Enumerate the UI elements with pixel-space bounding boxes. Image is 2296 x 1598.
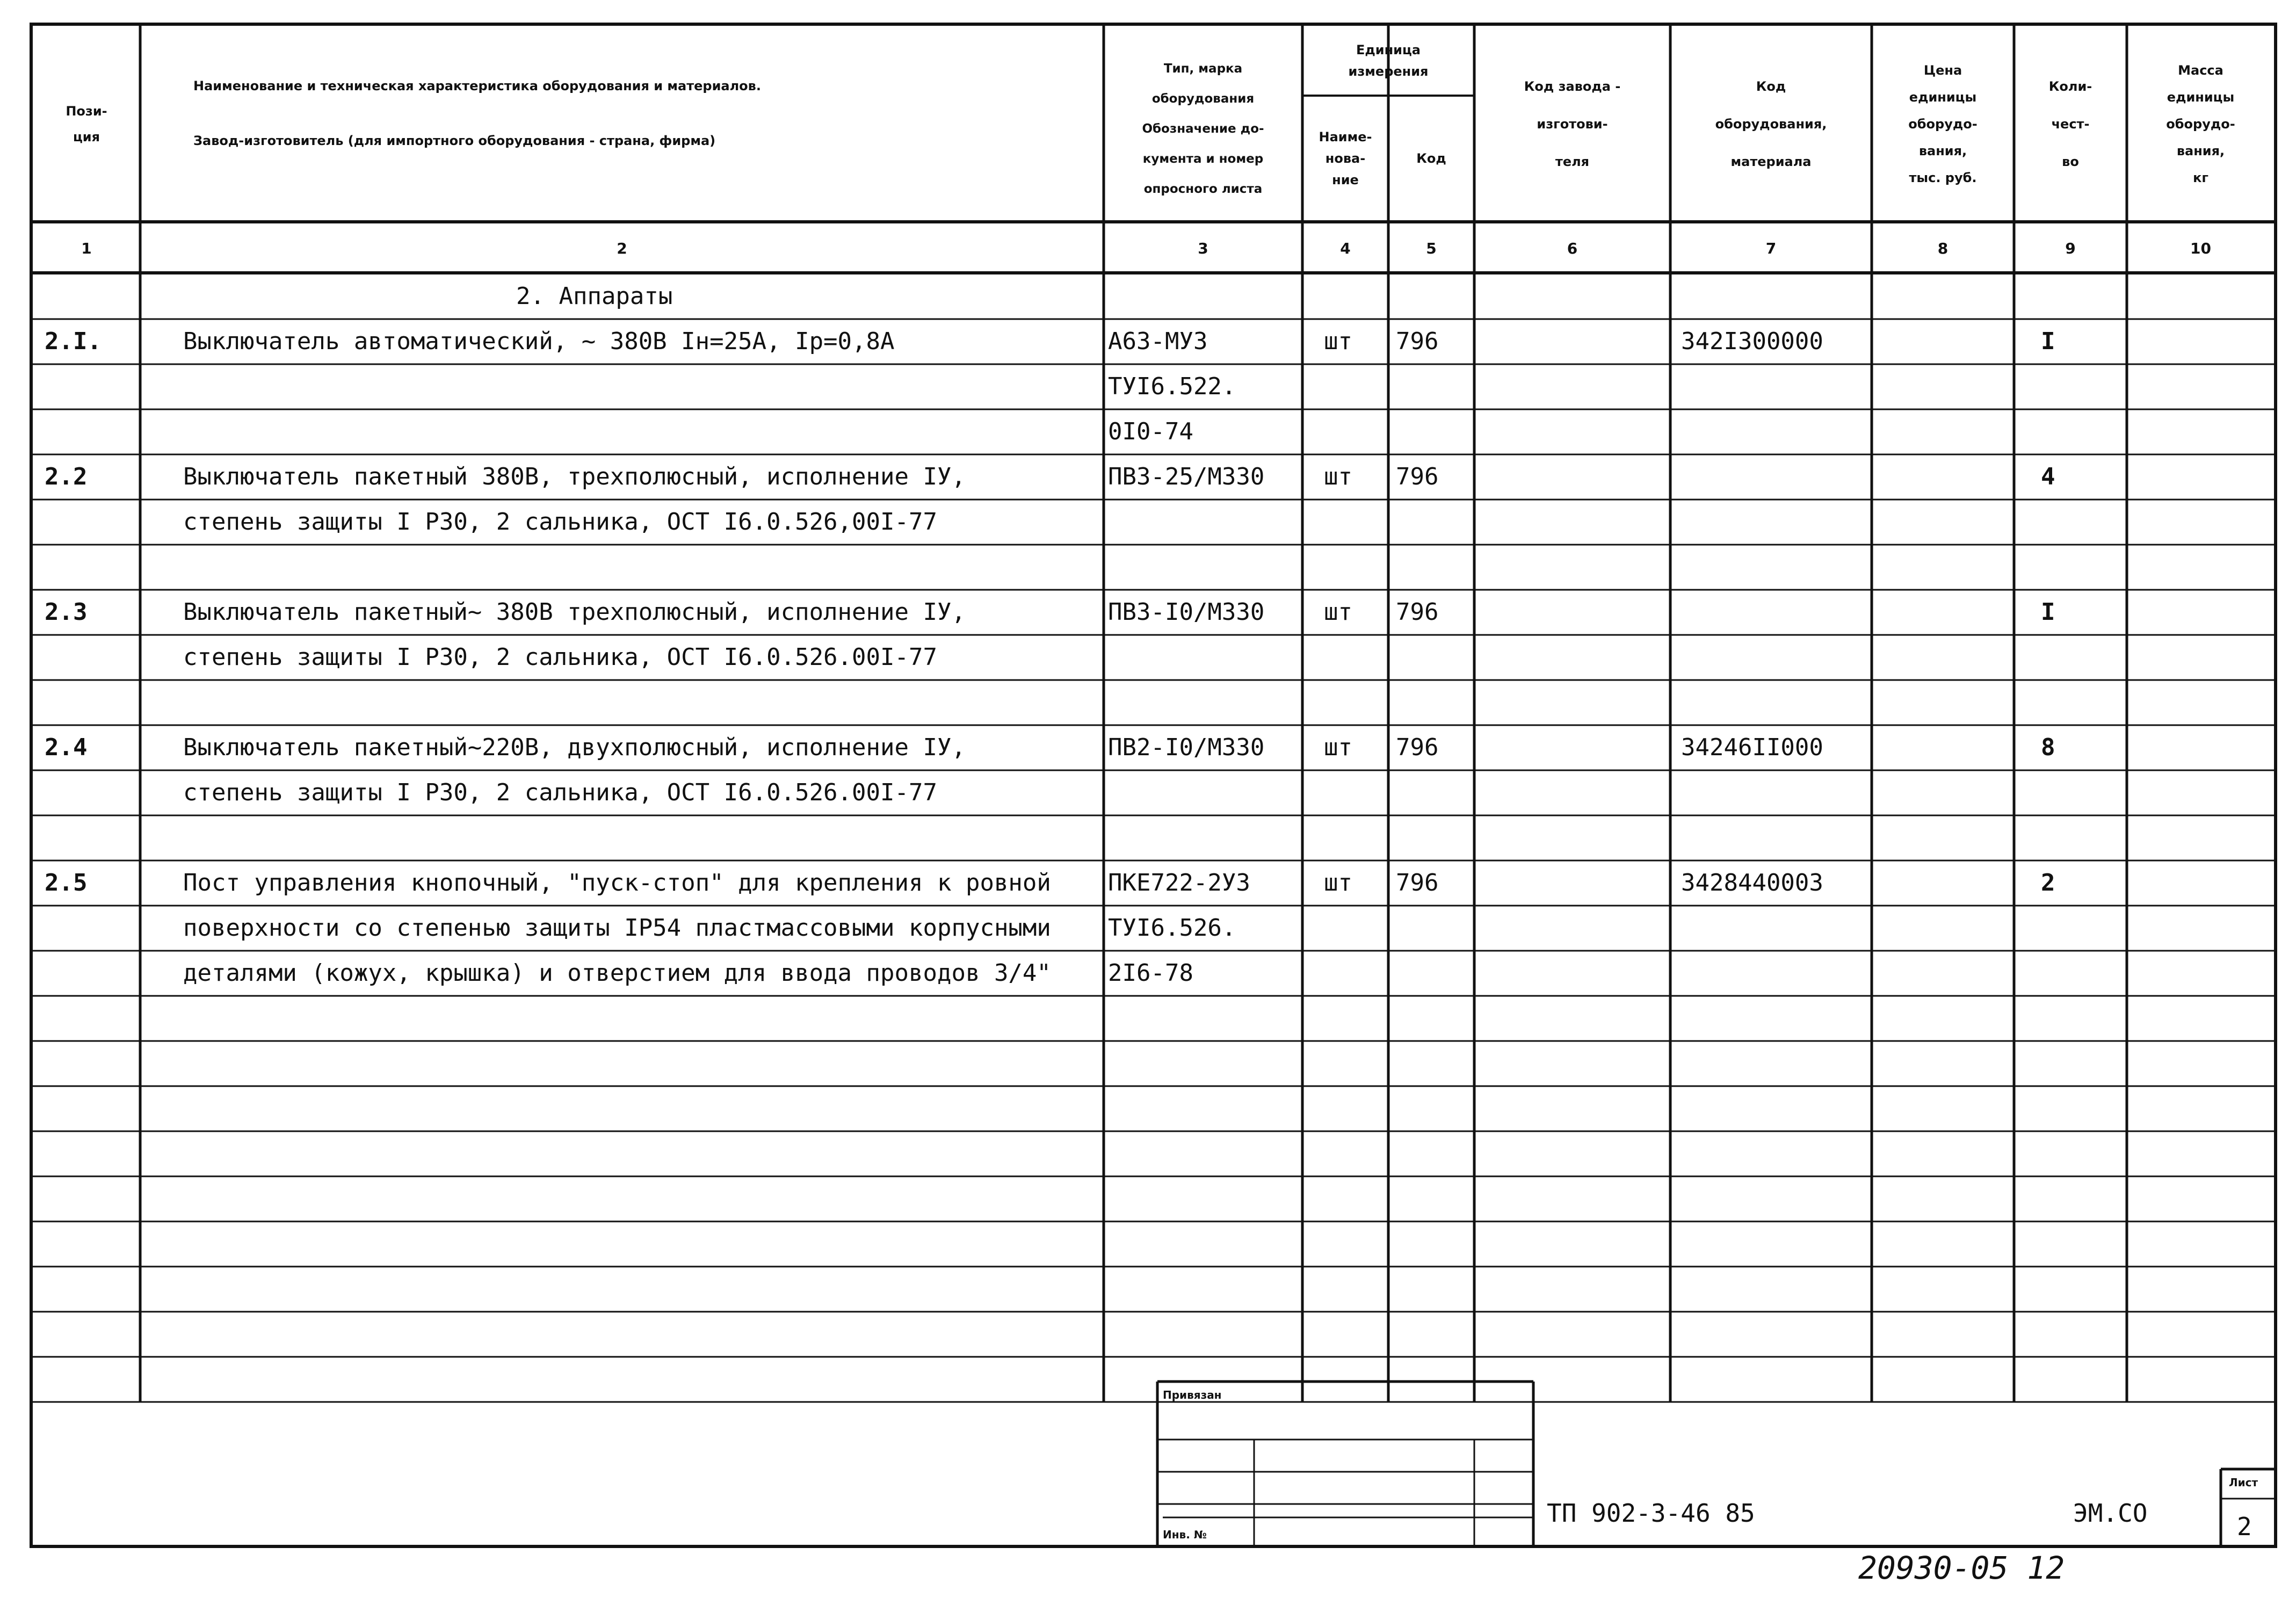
row-unit-code: 796 (1396, 328, 1439, 355)
stamp-sheet-label: Лист (2229, 1476, 2258, 1489)
row-unit-code: 796 (1396, 463, 1439, 490)
footer-handwritten-code: 20930-05 12 (1858, 1550, 2065, 1586)
row-equipment-code: 3428440003 (1681, 869, 1823, 896)
column-number-5: 5 (1426, 240, 1437, 257)
row-type: ПВЗ-25/МЗЗ0 (1108, 463, 1265, 490)
row-type: 2I6-78 (1108, 959, 1193, 987)
row-type: ТУI6.522. (1108, 373, 1236, 400)
row-name: степень защиты I Р30, 2 сальника, ОСТ I6.0.526.00I-77 (183, 779, 937, 806)
row-type: 0I0-74 (1108, 418, 1193, 445)
column-number-10: 10 (2190, 240, 2211, 257)
row-position: 2.2 (45, 463, 88, 490)
header-name-line2: Завод-изготовитель (для импортного оборудования - страна, фирма) (193, 133, 716, 148)
column-number-4: 4 (1340, 240, 1351, 257)
header-position: Пози- ция (66, 103, 107, 144)
stamp-sheet-mark: ЭМ.СО (2073, 1499, 2148, 1528)
column-number-8: 8 (1937, 240, 1949, 257)
row-type: А63-МУЗ (1108, 328, 1208, 355)
row-unit: шт (1324, 463, 1352, 490)
header-price: Цена единицы оборудо- вания, тыс. руб. (1908, 62, 1978, 185)
row-position: 2.5 (45, 869, 88, 896)
stamp-inventory-label: Инв. № (1163, 1528, 1207, 1541)
row-name: степень защиты I Р30, 2 сальника, ОСТ I6.0.526.00I-77 (183, 643, 937, 671)
row-name: Выключатель пакетный~220В, двухполюсный, исполнение IУ, (183, 734, 966, 761)
row-position: 2.4 (45, 734, 88, 761)
row-unit: шт (1324, 598, 1352, 626)
column-number-3: 3 (1198, 240, 1208, 257)
row-quantity: I (2041, 598, 2055, 626)
row-equipment-code: 342I300000 (1681, 328, 1823, 355)
row-type: ТУI6.526. (1108, 914, 1236, 942)
row-position: 2.I. (45, 328, 102, 355)
row-position: 2.3 (45, 598, 88, 626)
row-quantity: I (2041, 328, 2055, 355)
header-quantity: Коли- чест- во (2048, 78, 2092, 169)
row-unit-code: 796 (1396, 734, 1439, 761)
row-type: ПКЕ722-2УЗ (1108, 869, 1250, 896)
row-name: степень защиты I Р30, 2 сальника, ОСТ I6.0.526,00I-77 (183, 508, 937, 536)
header-equipment-code: Код оборудования, материала (1715, 78, 1827, 169)
row-quantity: 2 (2041, 869, 2055, 896)
stamp-sheet-number: 2 (2237, 1512, 2252, 1541)
row-name: Выключатель пакетный 380В, трехполюсный, исполнение IУ, (183, 463, 966, 490)
header-maker-code: Код завода - изготови- теля (1524, 78, 1621, 169)
row-name: Выключатель автоматический, ~ 380В Iн=25А, Iр=0,8А (183, 328, 895, 355)
row-unit: шт (1324, 328, 1352, 355)
header-unit: Единица измерения (1348, 42, 1429, 79)
stamp-privyazan-label: Привязан (1163, 1389, 1222, 1401)
row-unit: шт (1324, 734, 1352, 761)
row-unit-code: 796 (1396, 598, 1439, 626)
stamp-document-code: ТП 902-3-46 85 (1547, 1499, 1755, 1528)
row-quantity: 4 (2041, 463, 2055, 490)
row-unit: шт (1324, 869, 1352, 896)
header-unit-code: Код (1416, 151, 1446, 166)
header-name-line1: Наименование и техническая характеристика оборудования и материалов. (193, 78, 761, 93)
row-type: ПВЗ-I0/МЗЗ0 (1108, 598, 1265, 626)
header-mass: Масса единицы оборудо- вания, кг (2166, 62, 2235, 185)
column-number-2: 2 (617, 240, 627, 257)
row-name: Выключатель пакетный~ 380В трехполюсный, исполнение IУ, (183, 598, 966, 626)
row-equipment-code: 34246II000 (1681, 734, 1823, 761)
row-type: ПВ2-I0/МЗЗ0 (1108, 734, 1265, 761)
row-unit-code: 796 (1396, 869, 1439, 896)
column-number-9: 9 (2065, 240, 2076, 257)
row-name: деталями (кожух, крышка) и отверстием для ввода проводов 3/4" (183, 959, 1051, 987)
header-unit-name: Наиме- нова- ние (1319, 129, 1372, 187)
column-number-1: 1 (81, 240, 92, 257)
header-type: Тип, марка оборудования Обозначение до- кумента и номер опросного листа (1142, 62, 1264, 196)
column-number-7: 7 (1765, 240, 1777, 257)
column-number-6: 6 (1567, 240, 1578, 257)
row-name: Пост управления кнопочный, "пуск-стоп" для крепления к ровной (183, 869, 1051, 896)
row-name: поверхности со степенью защиты IР54 пластмассовыми корпусными (183, 914, 1051, 942)
row-quantity: 8 (2041, 734, 2055, 761)
row-name: 2. Аппараты (516, 283, 673, 310)
